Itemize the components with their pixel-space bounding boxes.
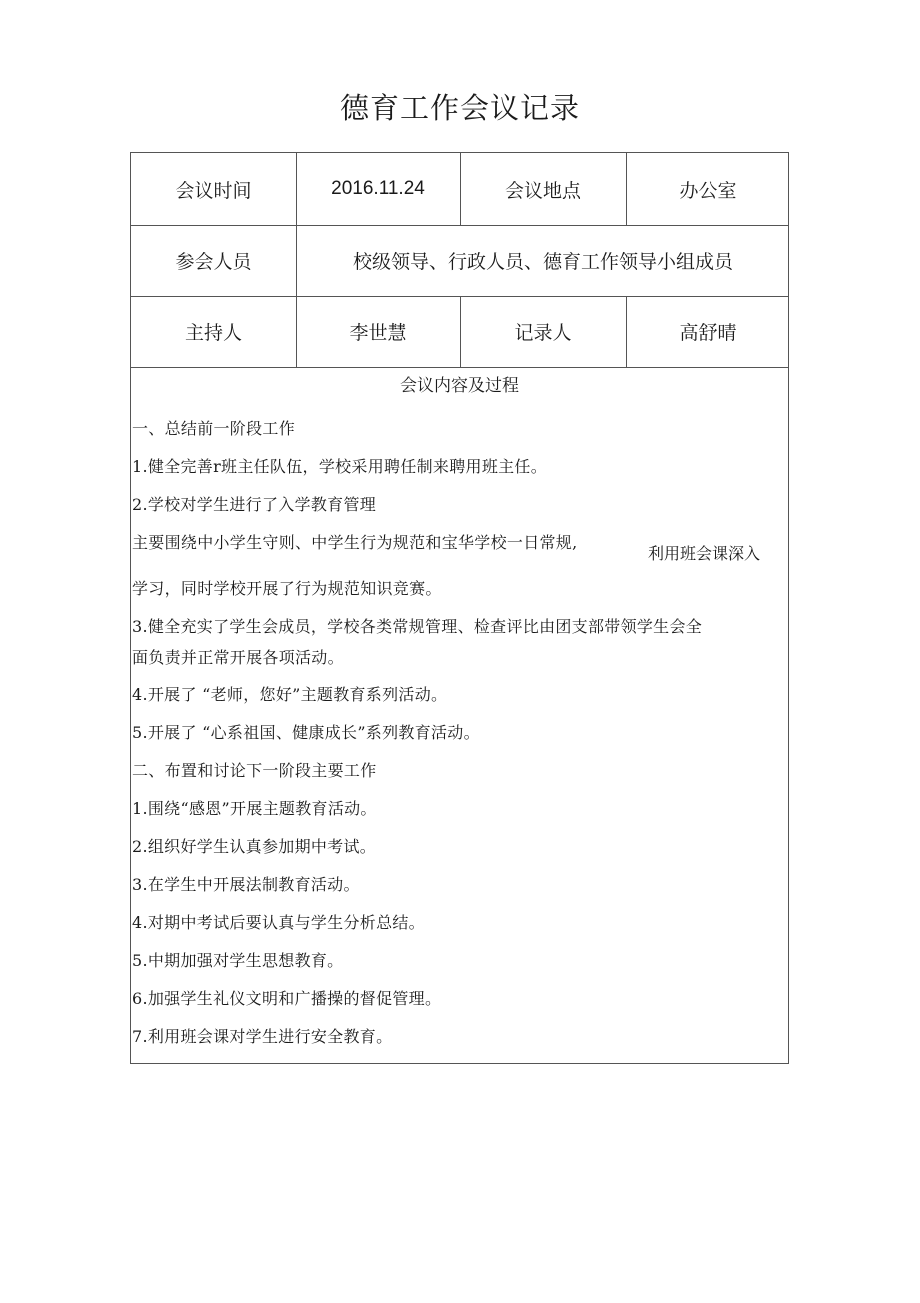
section-heading: 二、布置和讨论下一阶段主要工作 [132, 761, 377, 780]
label-recorder: 记录人 [514, 322, 572, 344]
label-meeting-time: 会议时间 [175, 179, 252, 202]
list-item: 3.健全充实了学生会成员，学校各类常规管理、检查评比由团支部带领学生会全 [132, 617, 703, 636]
section-heading: 一、总结前一阶段工作 [132, 419, 296, 438]
list-item-text: 利用班会课深入 [648, 544, 761, 563]
list-item: 2.学校对学生进行了入学教育管理 [132, 495, 377, 514]
list-item: 1.健全完善r班主任队伍，学校采用聘任制来聘用班主任。 [132, 457, 548, 476]
list-item-text: 学习，同时学校开展了行为规范知识竞赛。 [132, 579, 442, 598]
meeting-place-value: 办公室 [679, 179, 737, 202]
list-item-text: 主要围绕中小学生守则、中学生行为规范和宝华学校一日常规, [132, 533, 578, 552]
content-section-title: 会议内容及过程 [400, 376, 519, 396]
list-item: 4.对期中考试后要认真与学生分析总结。 [132, 913, 425, 932]
list-item: 6.加强学生礼仪文明和广播操的督促管理。 [132, 989, 442, 1008]
row-divider [131, 367, 788, 368]
meeting-time-value: 2016.11.24 [331, 178, 425, 199]
label-meeting-place: 会议地点 [504, 179, 581, 202]
meeting-record-table [130, 152, 789, 1064]
list-item: 3.在学生中开展法制教育活动。 [132, 875, 360, 894]
label-host: 主持人 [184, 322, 242, 344]
list-item: 5.中期加强对学生思想教育。 [132, 951, 344, 970]
list-item-text: 面负责并正常开展各项活动。 [132, 648, 344, 667]
list-item: 2.组织好学生认真参加期中考试。 [132, 837, 377, 856]
label-attendees: 参会人员 [175, 251, 252, 273]
list-item: 5.开展了 “心系祖国、健康成长”系列教育活动。 [132, 723, 480, 742]
list-item: 1.围绕“感恩”开展主题教育活动。 [132, 799, 377, 818]
attendees-value: 校级领导、行政人员、德育工作领导小组成员 [352, 251, 733, 273]
recorder-value: 高舒晴 [679, 322, 737, 344]
document-title: 德育工作会议记录 [339, 91, 580, 125]
list-item: 7.利用班会课对学生进行安全教育。 [132, 1027, 393, 1046]
list-item: 4.开展了 “老师，您好”主题教育系列活动。 [132, 685, 448, 704]
host-value: 李世慧 [349, 322, 407, 344]
